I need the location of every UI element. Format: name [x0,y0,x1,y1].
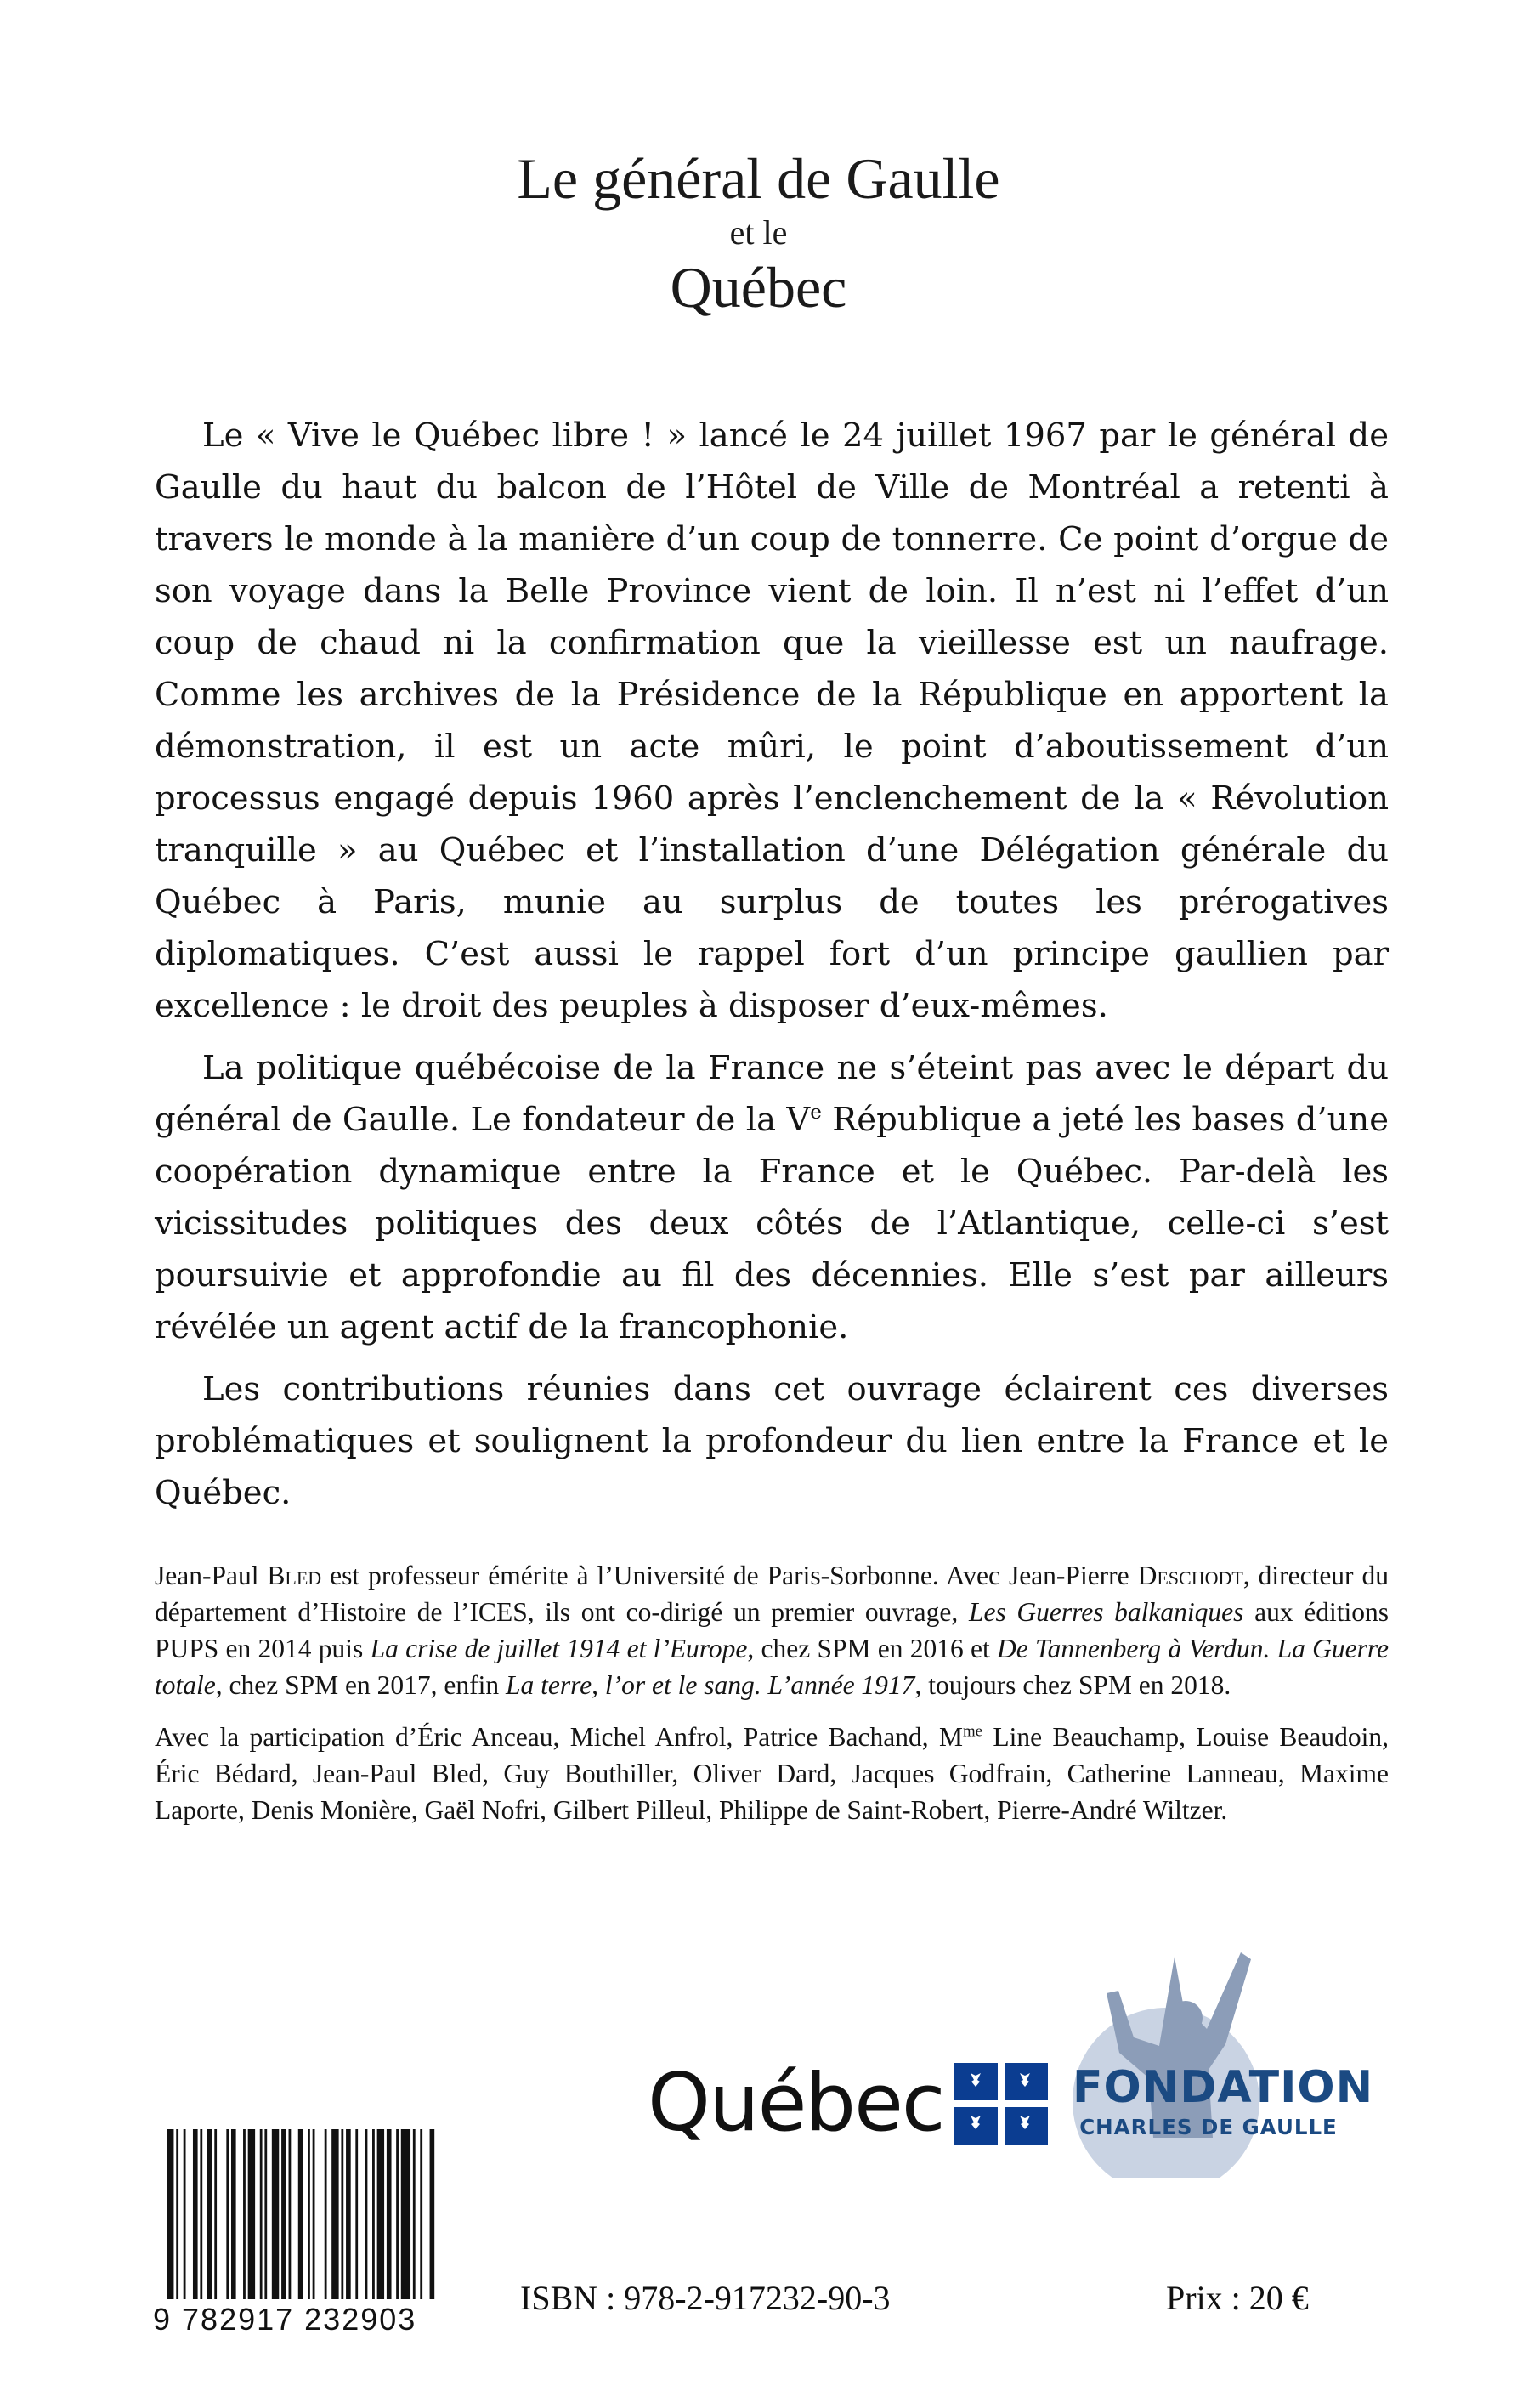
title-block [0,143,1517,323]
barcode-bar [401,2129,410,2299]
isbn: ISBN : 978-2-917232-90-3 [520,2279,891,2317]
contributors-sup: me [962,1722,983,1741]
barcode-bar [193,2129,198,2299]
barcode-bar [331,2129,338,2299]
bio-text-3: aux éditions PUPS en 2014 puis [155,1597,1390,1663]
barcode-bar [248,2129,255,2299]
barcode-bar [430,2129,435,2299]
quebec-flag-icon [954,2063,1048,2145]
summary-paragraph-2 [155,1042,1389,1353]
barcode-bar [214,2129,217,2299]
quebec-logo [648,2057,1048,2150]
book-title-1: Les Guerres balkaniques [968,1597,1244,1627]
barcode-bar [184,2129,186,2299]
barcode-bar [387,2129,392,2299]
summary-p2-sup: e [810,1102,822,1125]
summary-p2-start: La politique québécoise de la France ne s’éteint pas avec le départ du général de Gaulle. Le fondateur de la V [155,1049,1389,1139]
summary-p2-end: République a jeté les bases d’une coopération dynamique entre la France et le Québec. Par-delà les vicissitudes politiques des deux côtés de l’Atlantique, celle-ci s’est poursuivie et approfondie au fil des décennies. Elle s’est par ailleurs révélée un agent actif de la francophonie. [155,1101,1389,1346]
bio-text-2: , directeur du département d’Histoire de l’ICES, ils ont co-dirigé un premier ouvrage, [155,1561,1389,1627]
contributors-end: Line Beauchamp, Louise Beaudoin, Éric Bédard, Jean-Paul Bled, Guy Bouthiller, Oliver Dard, Jacques Godfrain, Catherine Lanneau, Maxime Laporte, Denis Monière, Gaël Nofri, Gilbert Pilleul, Philippe de Saint-Robert, Pierre-André Wiltzer. [155,1722,1389,1825]
summary-text [155,410,1389,1529]
author2-last: Deschodt [1137,1561,1243,1590]
barcode-bar [413,2129,416,2299]
quebec-wordmark: Québec [648,2057,944,2150]
barcode-bar [372,2129,375,2299]
barcode-bar [396,2129,399,2299]
barcode-bar [207,2129,212,2299]
barcode-bar [365,2129,368,2299]
bio-text-1: est professeur émérite à l’Université de Paris-Sorbonne. Avec Jean-Pierre [321,1561,1138,1590]
book-title-3: De Tannenberg à Verdun. La Guerre totale [155,1634,1389,1700]
barcode-bar [289,2129,292,2299]
bio-paragraph [155,1557,1389,1703]
title-connector: et le [729,213,788,252]
barcode-bar [346,2129,351,2299]
price: Prix : 20 € [1166,2279,1309,2317]
barcode-bar [377,2129,384,2299]
barcode-bar [243,2129,246,2299]
author-bio [155,1557,1389,1844]
fondation-name: FONDATION [1073,2062,1374,2113]
barcode-bar [167,2129,173,2299]
book-title-4: La terre, l’or et le sang. L’année 1917 [505,1670,915,1700]
title-main: Le général de Gaulle [517,146,1000,211]
barcode-bar [200,2129,202,2299]
barcode-bar [420,2129,422,2299]
author1-first: Jean-Paul [155,1561,268,1590]
author1-last: Bled [267,1561,322,1590]
barcode-bar [355,2129,358,2299]
barcode-bar [308,2129,310,2299]
contributors-start: Avec la participation d’Éric Anceau, Michel Anfrol, Patrice Bachand, M [155,1722,963,1752]
bio-text-5: , chez SPM en 2017, enfin [215,1670,506,1700]
barcode-bar [264,2129,267,2299]
barcode-bar [260,2129,263,2299]
summary-paragraph-3: Les contributions réunies dans cet ouvrage éclairent ces diverses problématiques et soulignent la profondeur du lien entre la France et le Québec. [155,1370,1389,1512]
barcode-bar [325,2129,327,2299]
barcode [167,2129,437,2299]
barcode-bar [272,2129,279,2299]
barcode-bar [226,2129,229,2299]
barcode-bar [298,2129,303,2299]
contributors-paragraph [155,1719,1389,1828]
summary-paragraph-1: Le « Vive le Québec libre ! » lancé le 24 juillet 1967 par le général de Gaulle du haut du balcon de l’Hôtel de Ville de Montréal a retenti à travers le monde à la manière d’un coup de tonnerre. Ce point d’orgue de son voyage dans la Belle Province vient de loin. Il n’est ni l’effet d’un coup de chaud ni la confirmation que la vieillesse est un naufrage. Comme les archives de la Présidence de la République en apportent la démonstration, il est un acte mûri, le point d’aboutissement d’un processus engagé depuis 1960 après l’enclenchement de la « Révolution tranquille » au Québec et l’installation d’une Délégation générale du Québec à Paris, munie au surplus de toutes les prérogatives diplomatiques. C’est aussi le rappel fort d’un principe gaullien par excellence : le droit des peuples à disposer d’eux-mêmes. [155,416,1389,1025]
barcode-bar [281,2129,286,2299]
title-sub: Québec [670,255,847,320]
bio-text-4: , chez SPM en 2016 et [747,1634,998,1663]
barcode-bar [313,2129,315,2299]
barcode-bar [341,2129,343,2299]
fondation-subtitle: CHARLES DE GAULLE [1079,2115,1338,2139]
bio-text-6: , toujours chez SPM en 2018. [914,1670,1231,1700]
barcode-digits: 9 782917 232903 [153,2302,417,2337]
barcode-bar [176,2129,178,2299]
barcode-bar [231,2129,236,2299]
book-title-2: La crise de juillet 1914 et l’Europe [370,1634,748,1663]
